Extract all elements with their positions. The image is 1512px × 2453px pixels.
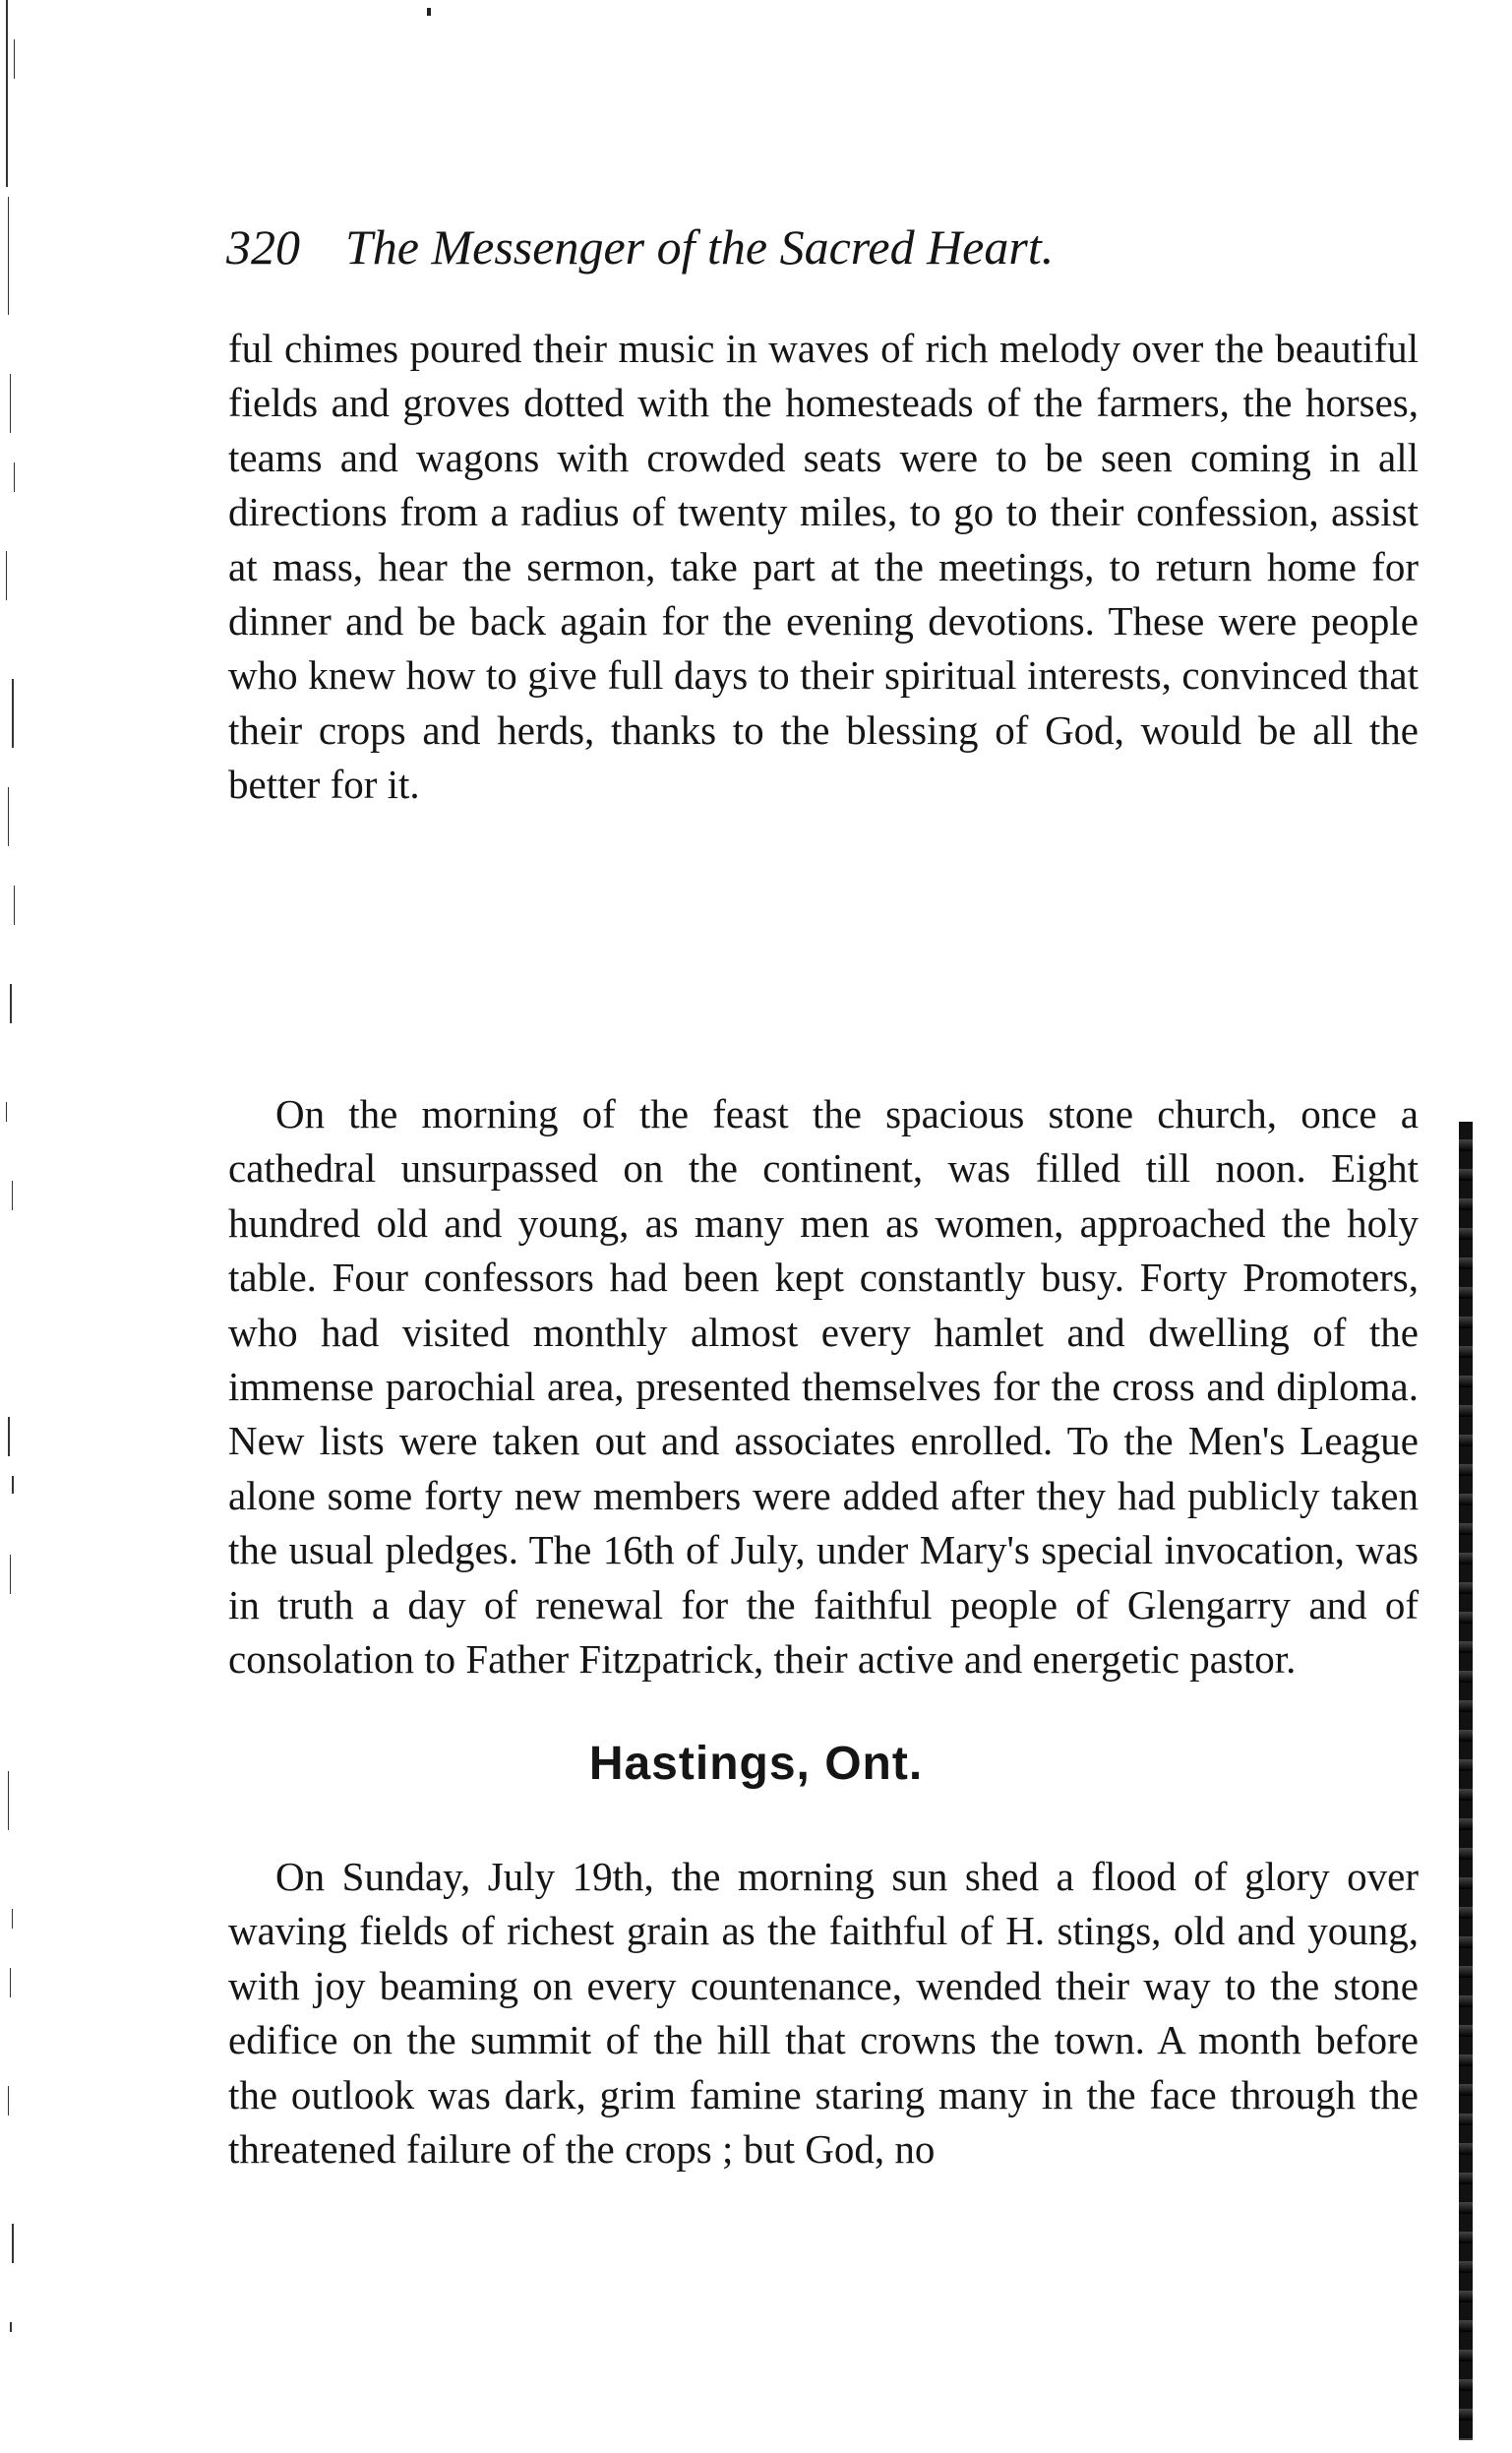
left-margin-scan-artifacts: [0, 0, 39, 2453]
page-number: 320: [226, 219, 300, 275]
paragraph-3: [228, 1850, 1419, 2177]
paragraph-2-text: On the morning of the feast the spacious stone church, once a cathedral unsurpassed on the continent, was filled till noon. Eight hundred old and young, as many men as women, approached the holy table. Four confessors had been kept constantly busy. Forty Promoters, who had visited monthly almost every hamlet and dwelling of the immense parochial area, presented themselves for the cross and diploma. New lists were taken out and associates enrolled. To the Men's League alone some forty new members were added after they had publicly taken the usual pledges. The 16th of July, under Mary's special invocation, was in truth a day of renewal for the faithful people of Glengarry and of consolation to Father Fitzpatrick, their active and energetic pastor.: [228, 1091, 1419, 1683]
paragraph-1: ful chimes poured their music in waves of rich melody over the beautiful fields and groves dotted with the homesteads of the farmers, the horses, teams and wagons with crowded seats were to be seen coming in all directions from a radius of twenty miles, to go to their confession, assist at mass, hear the sermon, take part at the meetings, to return home for dinner and be back again for the evening devotions. These were people who knew how to give full days to their spiritual interests, convinced that their crops and herds, thanks to the blessing of God, would be all the better for it.: [228, 326, 1419, 808]
running-title: The Messenger of the Sacred Heart.: [345, 219, 1055, 275]
paragraph-2: [228, 1087, 1419, 1686]
running-header: [226, 218, 1387, 287]
paragraph-3-text: On Sunday, July 19th, the morning sun shed a flood of glory over waving fields of richest grain as the faithful of H. stings, old and young, with joy beaming on every countenance, wended their way to the stone edifice on the summit of the hill that crowns the town. A month before the outlook was dark, grim famine staring many in the face through the threatened failure of the crops ; but God, no: [228, 1854, 1419, 2173]
section-heading: Hastings, Ont.: [588, 1738, 924, 1790]
scan-speck: [427, 8, 431, 16]
